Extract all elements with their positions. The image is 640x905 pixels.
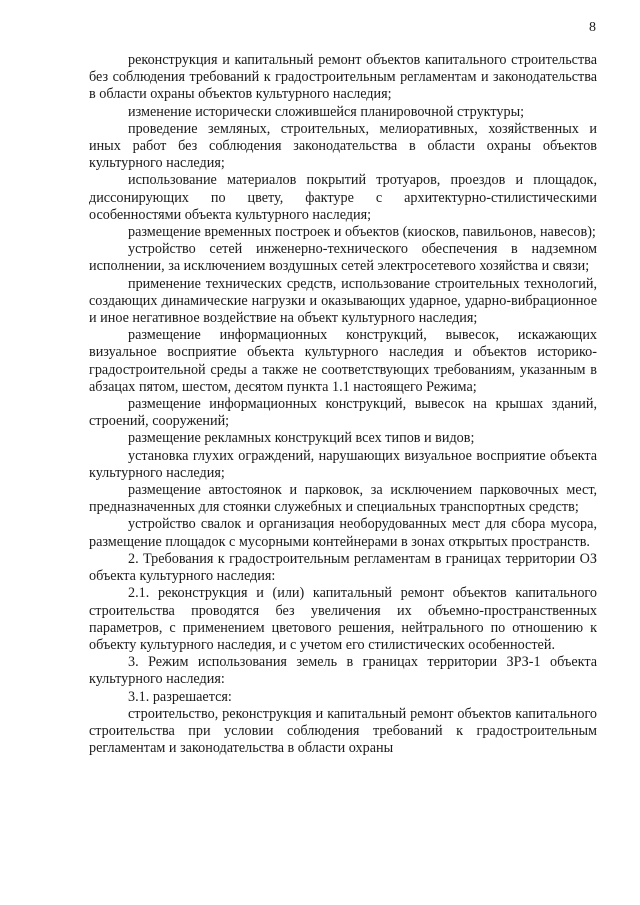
paragraph: 2. Требования к градостроительным регламентам в границах территории ОЗ объекта культурного наследия: [89,550,597,585]
page-number: 8 [589,20,596,35]
paragraph: размещение информационных конструкций, вывесок на крышах зданий, строений, сооружений; [89,396,597,430]
paragraph: размещение рекламных конструкций всех типов и видов; [128,430,475,447]
paragraph: изменение исторически сложившейся планировочной структуры; [128,103,525,120]
paragraph: использование материалов покрытий тротуаров, проездов и площадок, диссонирующих по цвету, фактуре с архитектурно-стилистическими особенностями объекта культурного наследия; [89,172,597,223]
paragraph: устройство сетей инженерно-технического обеспечения в надземном исполнении, за исключением воздушных сетей электросетевого хозяйства и связи; [89,241,597,275]
paragraph: 3. Режим использования земель в границах территории ЗРЗ-1 объекта культурного наследия: [89,654,597,688]
paragraph: проведение земляных, строительных, мелиоративных, хозяйственных и иных работ без соблюдения законодательства в области охраны объектов культурного наследия; [89,120,597,172]
paragraph: 2.1. реконструкция и (или) капитальный ремонт объектов капитального строительства проводятся без увеличения их объемно-пространственных параметров, с применением цветового решения, нейтрального по отношению к объекту культурного наследия, и с учетом его стилистических особенностей. [89,585,597,653]
paragraph: реконструкция и капитальный ремонт объектов капитального строительства без соблюдения требований к градостроительным регламентам и законодательства в области охраны объектов культурного наследия; [89,52,597,103]
paragraph: установка глухих ограждений, нарушающих визуальное восприятие объекта культурного наследия; [89,447,597,481]
paragraph: применение технических средств, использование строительных технологий, создающих динамические нагрузки и оказывающих ударное, ударно-вибрационное и иное негативное воздействие на объект культурного наследия; [89,275,597,327]
paragraph: размещение автостоянок и парковок, за исключением парковочных мест, предназначенных для стоянки служебных и специальных транспортных средств; [89,482,597,516]
paragraph: устройство свалок и организация необорудованных мест для сбора мусора, размещение площадок с мусорными контейнерами в зонах открытых пространств. [89,516,597,550]
paragraph: размещение информационных конструкций, вывесок, искажающих визуальное восприятие объекта культурного наследия и объектов историко-градостроительной среды а также не соответствующих требованиям, указанным в абзацах пятом, шестом, десятом пункта 1.1 настоящего Режима; [89,327,597,395]
paragraph: строительство, реконструкция и капитальный ремонт объектов капитального строительства при условии соблюдения требований к градостроительным регламентам и законодательства в области охраны [89,705,597,757]
paragraph: размещение временных построек и объектов (киосков, павильонов, навесов); [128,224,596,241]
document-body [89,52,597,757]
paragraph: 3.1. разрешается: [128,688,232,705]
